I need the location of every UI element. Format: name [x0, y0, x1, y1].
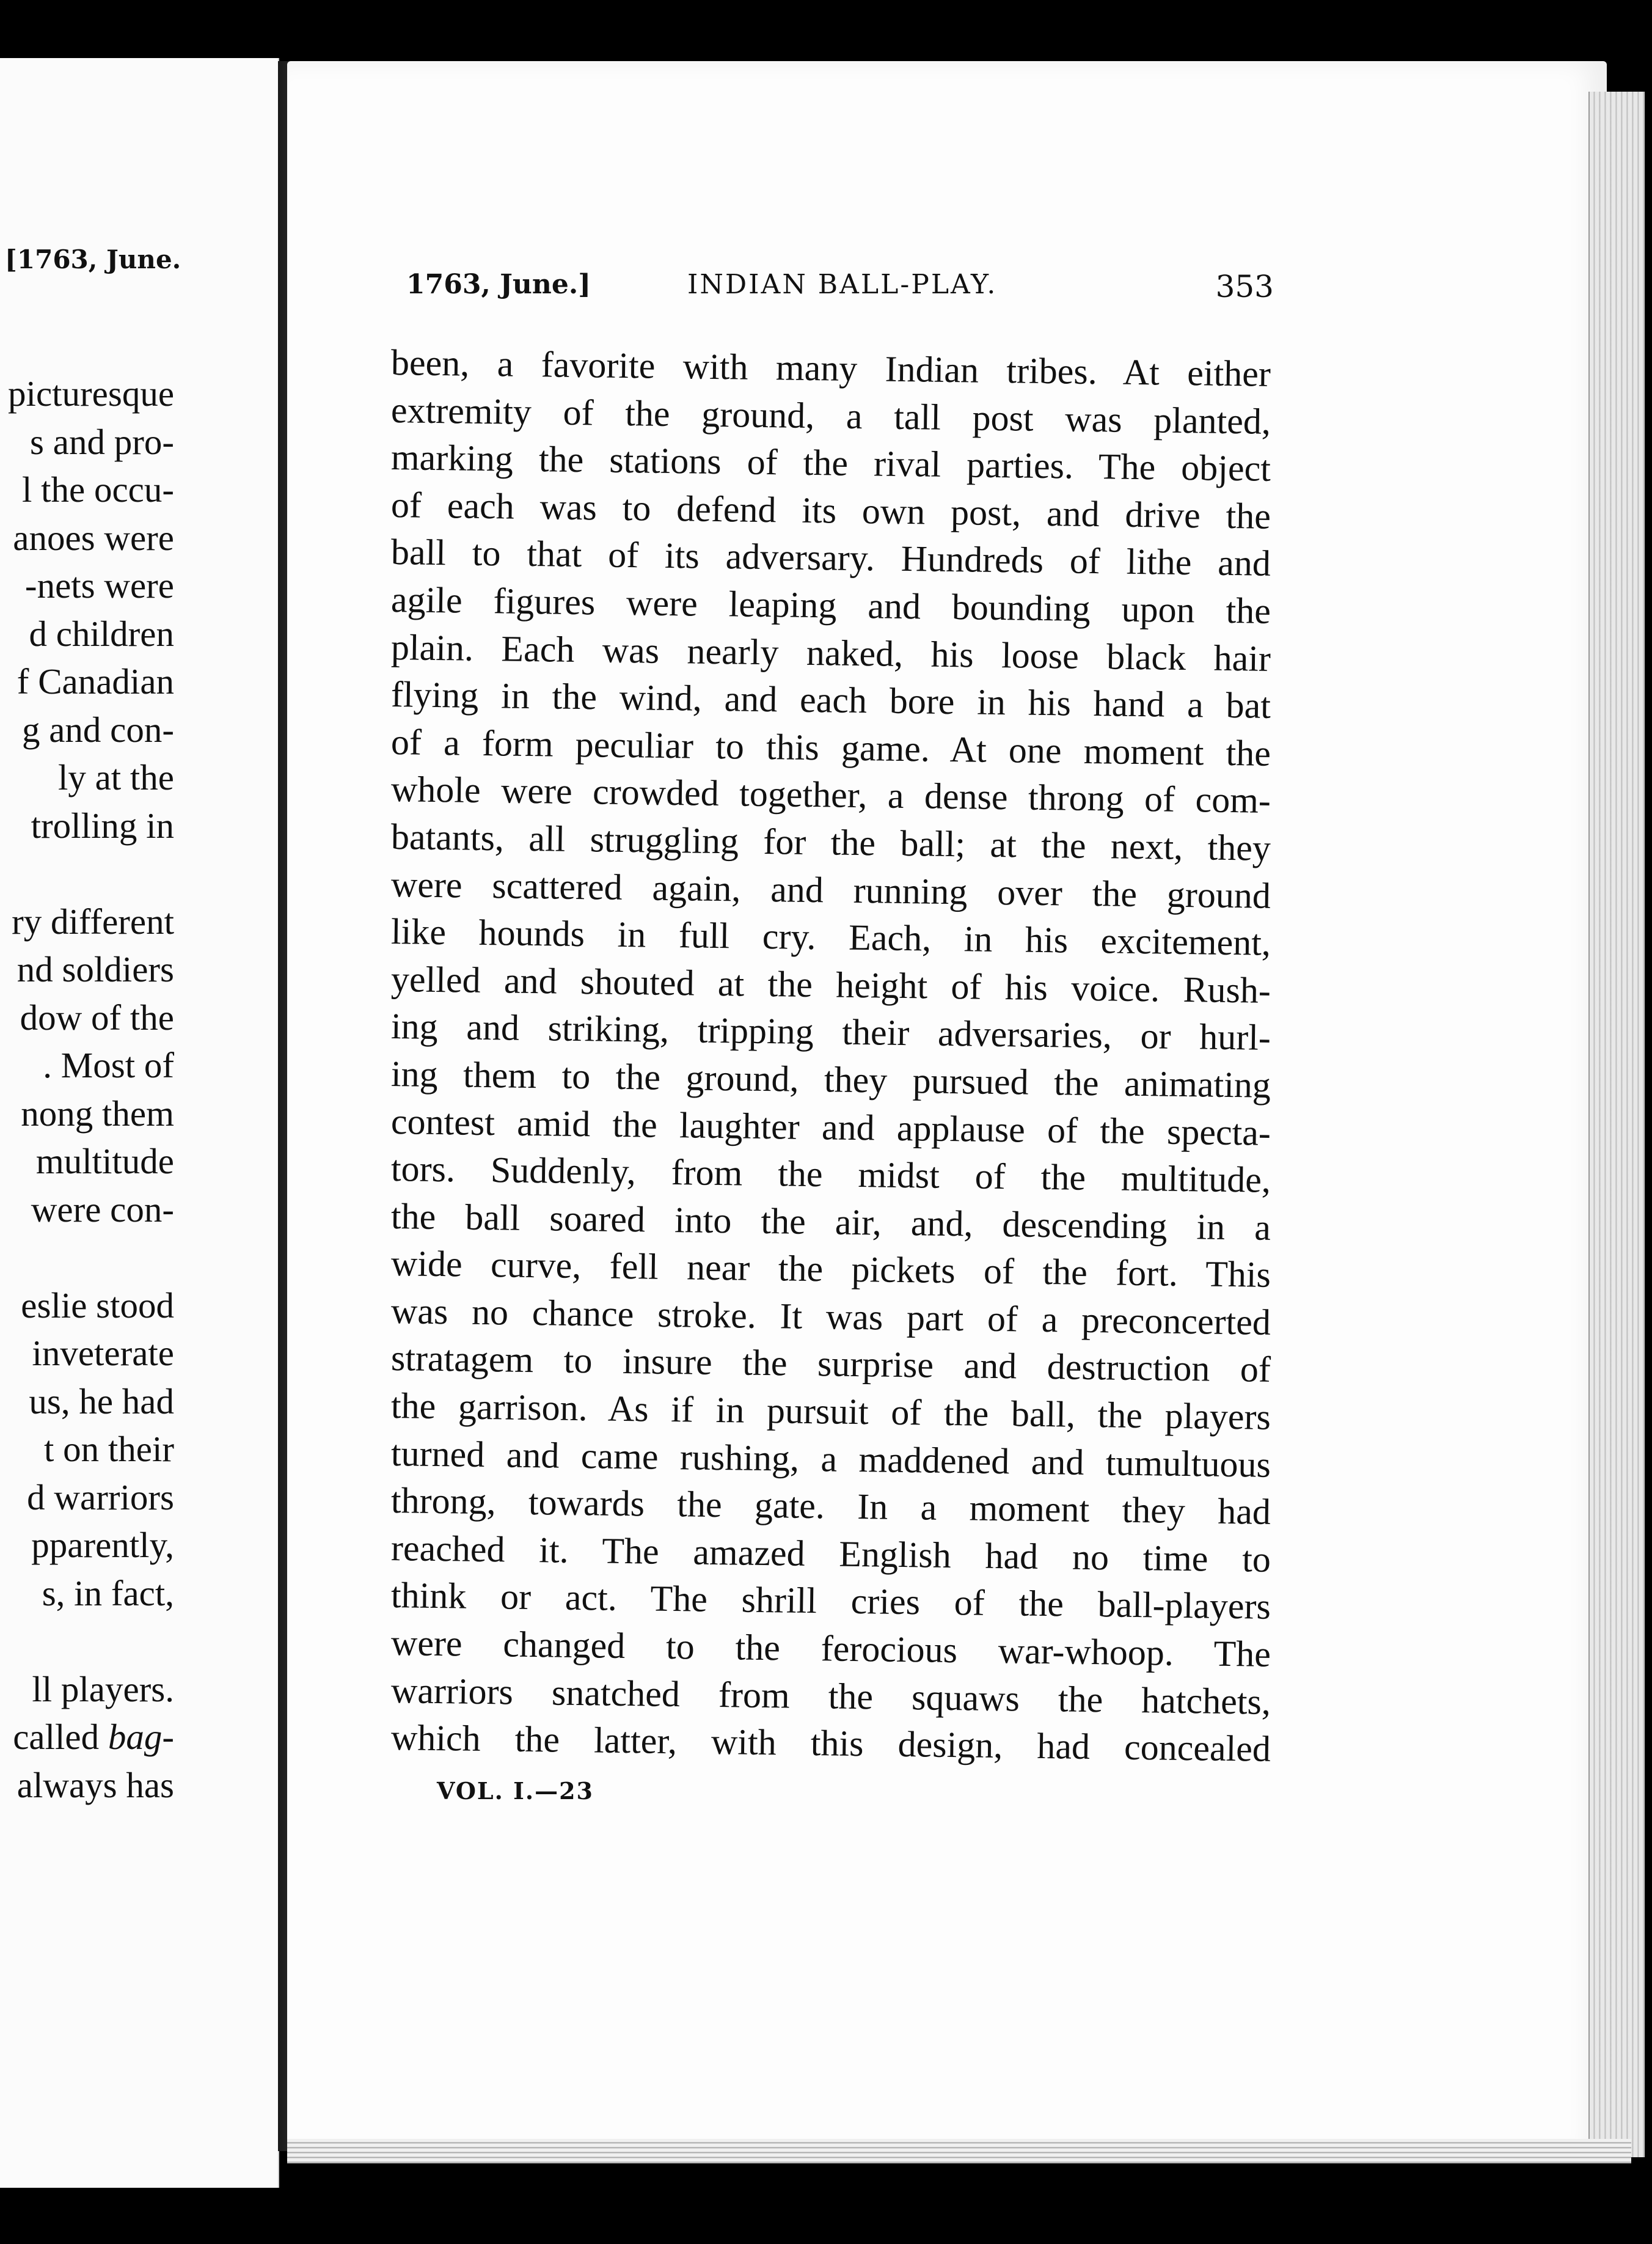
text-line: of each was to defend its own post, and drive the: [390, 484, 1271, 537]
left-text-line: eslie stood: [21, 1285, 174, 1326]
text-line: like hounds in full cry. Each, in his excitement,: [390, 911, 1271, 963]
text-line: was no chance stroke. It was part of a preconcerted: [390, 1290, 1271, 1343]
left-text-line: picturesque: [8, 373, 174, 414]
text-line: flying in the wind, and each bore in his hand a bat: [390, 674, 1271, 727]
signature-mark: VOL. I.—23: [437, 1777, 594, 1805]
text-line: been, a favorite with many Indian tribes. At either: [390, 342, 1271, 394]
left-text-line: ll players.: [32, 1668, 174, 1709]
text-line: whole were crowded together, a dense throng of com-: [390, 769, 1271, 821]
text-line: yelled and shouted at the height of his voice. Rush-: [390, 958, 1271, 1011]
left-text-line: f Canadian: [16, 661, 174, 702]
bottom-page-edge: [287, 2139, 1631, 2163]
text-line: ing them to the ground, they pursued the animating: [390, 1053, 1271, 1106]
left-text-line: called bag-: [13, 1717, 174, 1757]
left-text-line: g and con-: [21, 709, 174, 750]
left-text-line: pparently,: [31, 1525, 174, 1565]
text-line: plain. Each was nearly naked, his loose black hair: [390, 626, 1271, 679]
text-line: ing and striking, tripping their adversaries, or hurl-: [390, 1006, 1271, 1058]
text-line: tors. Suddenly, from the midst of the multitude,: [390, 1148, 1271, 1200]
text-line: think or act. The shrill cries of the ball-players: [390, 1575, 1271, 1627]
text-line: were changed to the ferocious war-whoop. The: [390, 1623, 1271, 1674]
page-number: 353: [1215, 269, 1274, 304]
left-page-text: [8, 370, 174, 1809]
left-text-line: l the occu-: [22, 469, 174, 510]
left-text-line: d warriors: [27, 1476, 174, 1517]
text-line: extremity of the ground, a tall post was planted,: [390, 389, 1271, 442]
left-text-line: -nets were: [24, 565, 174, 606]
left-text-line: d children: [29, 613, 174, 654]
running-head-date: 1763, June.]: [406, 269, 591, 300]
left-text-line: s and pro-: [30, 421, 174, 462]
left-text-line: inveterate: [32, 1333, 174, 1373]
left-page: [0, 58, 279, 2188]
left-text-line: [8, 1617, 174, 1665]
text-line: warriors snatched from the squaws the hatchets,: [390, 1670, 1271, 1722]
text-line: contest amid the laughter and applause of the specta-: [390, 1101, 1271, 1153]
text-line: turned and came rushing, a maddened and tumultuous: [390, 1432, 1271, 1485]
running-head-title: INDIAN BALL-PLAY.: [687, 269, 998, 300]
text-line: were scattered again, and running over the ground: [390, 864, 1271, 916]
left-text-line: dow of the: [20, 997, 174, 1038]
left-text-line: s, in fact,: [42, 1572, 174, 1613]
left-text-line: . Most of: [43, 1045, 174, 1085]
text-line: batants, all struggling for the ball; at the next, they: [390, 816, 1271, 868]
left-text-line: nd soldiers: [16, 949, 174, 989]
left-text-line: us, he had: [29, 1380, 174, 1421]
left-text-line: were con-: [31, 1189, 174, 1230]
left-text-line: [8, 1233, 174, 1282]
text-line: the garrison. As if in pursuit of the ball, the players: [390, 1385, 1271, 1437]
text-line: marking the stations of the rival parties. The object: [390, 437, 1271, 490]
text-line: which the latter, with this design, had concealed: [390, 1717, 1271, 1770]
left-text-line: nong them: [21, 1093, 174, 1134]
text-line: wide curve, fell near the pickets of the fort. This: [390, 1243, 1271, 1296]
text-line: agile figures were leaping and bounding upon the: [390, 579, 1271, 631]
text-line: throng, towards the gate. In a moment they had: [390, 1480, 1271, 1533]
body-text: [390, 339, 1271, 1770]
left-text-line: always has: [16, 1764, 174, 1805]
text-line: reached it. The amazed English had no time to: [390, 1527, 1271, 1580]
left-running-head: [1763, June.: [5, 244, 181, 274]
running-head: [406, 269, 1274, 306]
left-text-line: multitude: [35, 1141, 174, 1181]
text-line: of a form peculiar to this game. At one moment the: [390, 721, 1271, 774]
text-line: stratagem to insure the surprise and destruction of: [390, 1338, 1271, 1390]
left-text-line: t on their: [43, 1429, 174, 1469]
left-text-line: trolling in: [31, 805, 174, 846]
page-edges: [1588, 92, 1645, 2157]
text-line: ball to that of its adversary. Hundreds of lithe and: [390, 532, 1271, 584]
left-text-line: ly at the: [57, 757, 174, 798]
left-text-line: [8, 849, 174, 898]
left-text-line: ry different: [12, 901, 174, 942]
left-text-line: anoes were: [13, 517, 174, 558]
text-line: the ball soared into the air, and, descending in a: [390, 1195, 1271, 1248]
